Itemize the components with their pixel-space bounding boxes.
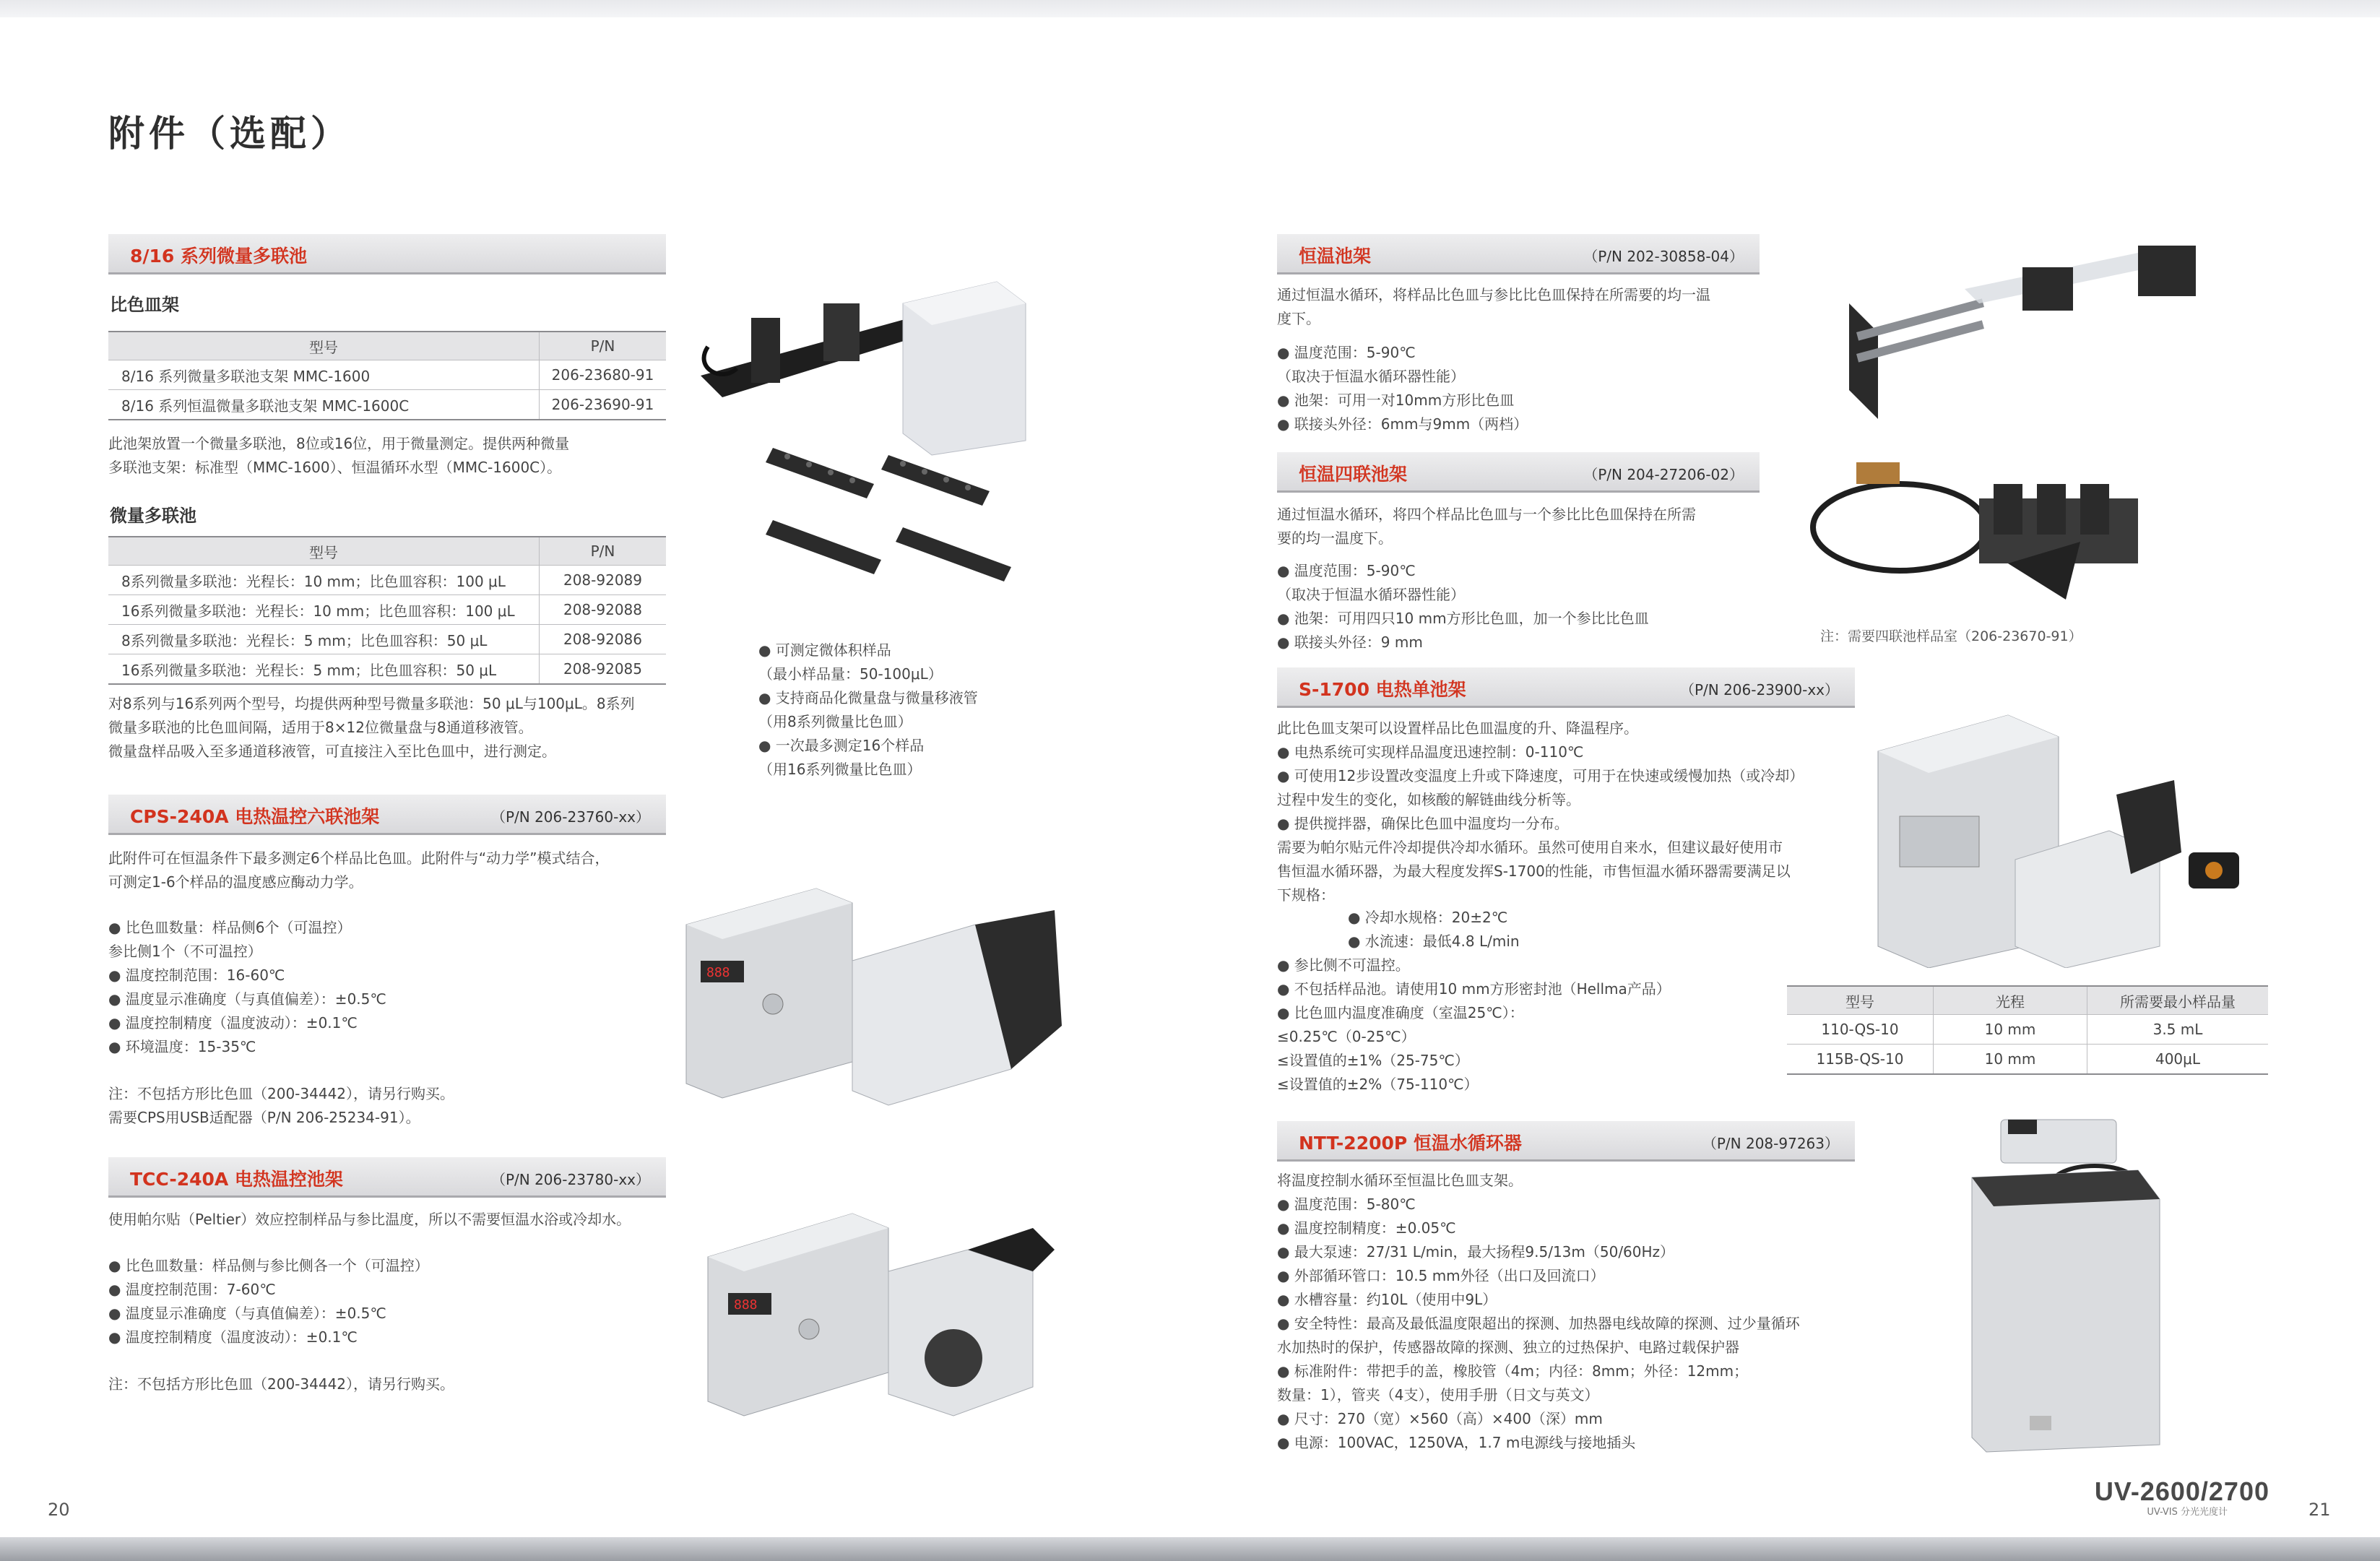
subtitle-micro-cell: 微量多联池	[110, 506, 196, 526]
page-number-right: 21	[2308, 1500, 2331, 1520]
tcc240a-photo	[693, 1206, 1069, 1423]
cps240a-notes: 注：不包括方形比色皿（200-34442），请另行购买。 需要CPS用USB适配器（P/N 206-25234-91）。	[108, 1085, 455, 1126]
section-name: NTT-2200P 恒温水循环器	[1299, 1133, 1522, 1154]
table-row	[108, 654, 666, 685]
brand-logo	[2086, 1476, 2269, 1518]
cuvette-holder-table	[108, 331, 666, 420]
section-header-tcc240a	[108, 1157, 666, 1198]
section-header-constant-temp-holder	[1277, 234, 1760, 274]
constant-temp-holder-desc: 通过恒温水循环，将样品比色皿与参比比色皿保持在所需要的均一温 度下。	[1277, 286, 1710, 327]
section-name: CPS-240A 电热温控六联池架	[130, 806, 380, 827]
cps240a-image	[672, 881, 1076, 1120]
cell-model: 110-QS-10	[1787, 1015, 1934, 1045]
cell-model: 8/16 系列微量多联池支架 MMC-1600	[108, 360, 540, 390]
section-pn: （P/N 204-27206-02）	[1583, 466, 1744, 483]
subtitle-cuvette-holder: 比色皿架	[110, 295, 179, 315]
page-number-left: 20	[48, 1500, 70, 1520]
tcc240a-notes: 注：不包括方形比色皿（200-34442），请另行购买。	[108, 1375, 455, 1393]
section-name: 恒温池架	[1299, 246, 1372, 267]
col-min-volume: 所需要最小样品量	[2087, 986, 2269, 1015]
cell-path: 10 mm	[1934, 1015, 2087, 1045]
four-cell-holder-desc: 通过恒温水循环，将四个样品比色皿与一个参比比色皿保持在所需 要的均一温度下。	[1277, 506, 1696, 547]
section-name: 8/16 系列微量多联池	[130, 246, 308, 267]
cell-pn: 208-92089	[540, 566, 667, 595]
cps240a-specs: ● 比色皿数量：样品侧6个（可温控） 参比侧1个（不可温控） ● 温度控制范围：16-60℃ ● 温度显示准确度（与真值偏差）：±0.5℃ ● 温度控制精度（温度波动）：±0.1℃ ● 环境温度：15-35℃	[108, 919, 386, 1055]
svg-text:888: 888	[706, 965, 730, 980]
cell-model: 115B-QS-10	[1787, 1045, 1934, 1075]
col-model: 型号	[108, 537, 540, 566]
tcc240a-image	[693, 1206, 1069, 1423]
cell-pn: 206-23680-91	[540, 360, 667, 390]
multicell-holder-image	[693, 274, 1069, 621]
four-cell-holder-photo	[1806, 455, 2196, 614]
section-header-cps240a	[108, 795, 666, 835]
table-row	[1787, 1015, 2268, 1045]
section-pn: （P/N 206-23780-xx）	[490, 1171, 650, 1188]
col-model: 型号	[1787, 986, 1934, 1015]
cell-model: 8系列微量多联池：光程长：10 mm；比色皿容积：100 μL	[108, 566, 540, 595]
constant-temp-holder-photo	[1835, 246, 2225, 426]
cell-model: 8系列微量多联池：光程长：5 mm；比色皿容积：50 μL	[108, 625, 540, 654]
ntt2200p-photo	[1957, 1105, 2174, 1459]
four-cell-holder-note: 注：需要四联池样品室（206-23670-91）	[1820, 628, 2082, 644]
tcc240a-desc: 使用帕尔贴（Peltier）效应控制样品与参比温度，所以不需要恒温水浴或冷却水。	[108, 1211, 631, 1228]
col-model: 型号	[108, 332, 540, 360]
top-bar	[0, 0, 2380, 17]
section-name: S-1700 电热单池架	[1299, 679, 1466, 700]
cell-min-volume: 3.5 mL	[2087, 1015, 2269, 1045]
cell-min-volume: 400μL	[2087, 1045, 2269, 1075]
ntt2200p-specs: ● 温度范围：5-80℃ ● 温度控制精度：±0.05℃ ● 最大泵速：27/31 L/min，最大扬程9.5/13m（50/60Hz） ● 外部循环管口：10.5 mm外径（出口及回流口） ● 水槽容量：约10L（使用中9L） ● 安全特性：最高及最低温度限超出的探测、加热器电线故障的探测、过少量循环 水加热时的保护，传感器故障的探测、独立的过热保护、电路过载保护器 ● 标准附件：带把手的盖，橡胶管（4m；内径：8mm；外径：12mm； 数量：1），管夹（4支），使用手册（日文与英文） ● 尺寸：270（宽）×560（高）×400（深）mm ● 电源：100VAC，1250VA，1.7 m电源线与接地插头	[1277, 1195, 1800, 1451]
cell-model: 16系列微量多联池：光程长：5 mm；比色皿容积：50 μL	[108, 654, 540, 685]
table-row	[108, 360, 666, 390]
s1700-cell-table	[1787, 985, 2268, 1075]
section-header-four-cell-holder	[1277, 452, 1760, 493]
multicell-features: ● 可测定微体积样品 （最小样品量：50-100μL） ● 支持商品化微量盘与微量移液管 （用8系列微量比色皿） ● 一次最多测定16个样品 （用16系列微量比色皿）	[758, 641, 978, 778]
col-pn: P/N	[540, 332, 667, 360]
cell-path: 10 mm	[1934, 1045, 2087, 1075]
cuvette-holder-desc: 此池架放置一个微量多联池，8位或16位，用于微量测定。提供两种微量 多联池支架：标准型（MMC-1600）、恒温循环水型（MMC-1600C）。	[108, 435, 570, 476]
section-pn: （P/N 206-23760-xx）	[490, 808, 650, 826]
ntt2200p-image	[1957, 1105, 2174, 1459]
s1700-cooling: ● 冷却水规格：20±2℃ ● 水流速：最低4.8 L/min	[1348, 909, 1520, 950]
tcc240a-specs: ● 比色皿数量：样品侧与参比侧各一个（可温控） ● 温度控制范围：7-60℃ ● 温度显示准确度（与真值偏差）：±0.5℃ ● 温度控制精度（温度波动）：±0.1℃	[108, 1257, 429, 1346]
ntt2200p-desc: 将温度控制水循环至恒温比色皿支架。	[1277, 1172, 1523, 1189]
brand-model: UV-2600/2700	[2094, 1476, 2269, 1506]
table-row	[108, 625, 666, 654]
micro-cell-desc: 对8系列与16系列两个型号，均提供两种型号微量多联池：50 μL与100μL。8系列 微量多联池的比色皿间隔，适用于8×12位微量盘与8通道移液管。 微量盘样品吸入至多通道移液管，可直接注入至比色皿中，进行测定。	[108, 695, 635, 760]
section-pn: （P/N 208-97263）	[1702, 1135, 1839, 1152]
cell-model: 8/16 系列恒温微量多联池支架 MMC-1600C	[108, 390, 540, 420]
col-path: 光程	[1934, 986, 2087, 1015]
cell-model: 16系列微量多联池：光程长：10 mm；比色皿容积：100 μL	[108, 595, 540, 625]
table-row	[108, 595, 666, 625]
table-row	[1787, 1045, 2268, 1075]
s1700-photo	[1871, 708, 2275, 968]
cps240a-desc: 此附件可在恒温条件下最多测定6个样品比色皿。此附件与“动力学”模式结合， 可测定1-6个样品的温度感应酶动力学。	[108, 849, 610, 891]
multicell-holder-photo	[693, 274, 1069, 621]
s1700-image	[1871, 708, 2275, 968]
section-name: TCC-240A 电热温控池架	[130, 1169, 343, 1190]
constant-temp-holder-image	[1835, 246, 2225, 426]
cell-pn: 206-23690-91	[540, 390, 667, 420]
cell-pn: 208-92085	[540, 654, 667, 685]
cell-pn: 208-92088	[540, 595, 667, 625]
table-row	[108, 566, 666, 595]
svg-text:888: 888	[734, 1297, 758, 1313]
page-title: 附件（选配）	[108, 113, 351, 155]
table-row	[108, 390, 666, 420]
section-pn: （P/N 206-23900-xx）	[1679, 681, 1839, 699]
constant-temp-holder-specs: ● 温度范围：5-90℃ （取决于恒温水循环器性能） ● 池架：可用一对10mm方形比色皿 ● 联接头外径：6mm与9mm（两档）	[1277, 344, 1528, 433]
cps240a-photo	[672, 881, 1076, 1120]
four-cell-holder-specs: ● 温度范围：5-90℃ （取决于恒温水循环器性能） ● 池架：可用四只10 mm方形比色皿，加一个参比比色皿 ● 联接头外径：9 mm	[1277, 562, 1649, 651]
section-pn: （P/N 202-30858-04）	[1583, 248, 1744, 265]
four-cell-holder-image	[1806, 455, 2196, 614]
s1700-specs: ● 参比侧不可温控。 ● 不包括样品池。请使用10 mm方形密封池（Hellma产品） ● 比色皿内温度准确度（室温25℃）： ≤0.25℃（0-25℃） ≤设置值的±1%（25-75℃） ≤设置值的±2%（75-110℃）	[1277, 956, 1671, 1093]
bottom-bar	[0, 1537, 2380, 1561]
section-name: 恒温四联池架	[1299, 464, 1408, 485]
brand-subtitle: UV-VIS 分光光度计	[2147, 1507, 2228, 1518]
col-pn: P/N	[540, 537, 667, 566]
section-header-ntt2200p	[1277, 1121, 1855, 1162]
s1700-desc: 此比色皿支架可以设置样品比色皿温度的升、降温程序。 ● 电热系统可实现样品温度迅速控制：0-110℃ ● 可使用12步设置改变温度上升或下降速度，可用于在快速或缓慢加热（或冷却） 过程中发生的变化，如核酸的解链曲线分析等。 ● 提供搅拌器，确保比色皿中温度均一分布。 需要为帕尔贴元件冷却提供冷却水循环。虽然可使用自来水，但建议最好使用市 售恒温水循环器，为最大程度发挥S-1700的性能，市售恒温水循环器需要满足以 下规格：	[1277, 719, 1804, 904]
cell-pn: 208-92086	[540, 625, 667, 654]
micro-cell-table	[108, 536, 666, 685]
section-header-s1700	[1277, 667, 1855, 708]
section-header-micro-multicell	[108, 234, 666, 274]
